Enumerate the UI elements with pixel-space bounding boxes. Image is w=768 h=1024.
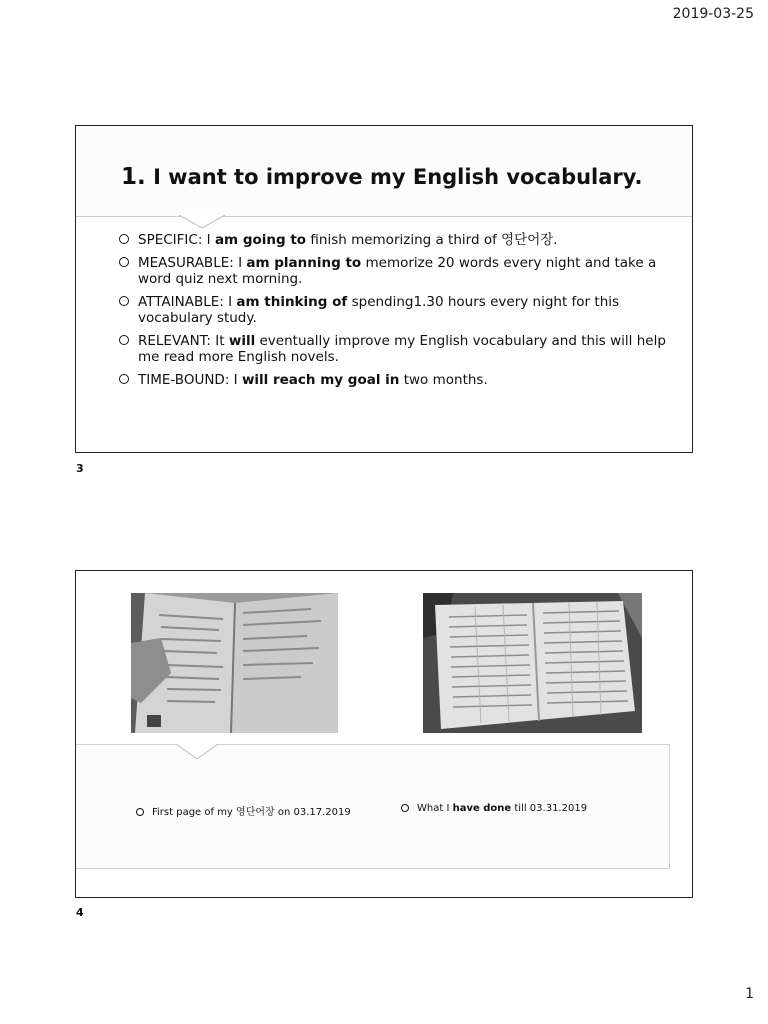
slide-3 <box>75 125 693 453</box>
title-text: I want to improve my English vocabulary. <box>153 165 643 189</box>
smart-goal-list <box>119 232 679 394</box>
title-band <box>76 126 692 217</box>
title-number: 1. <box>121 164 146 190</box>
slide-4 <box>75 570 693 898</box>
caption-notch <box>176 744 218 760</box>
bullet-attainable: ATTAINABLE: I am thinking of spending1.30 hours every night for this vocabulary study. <box>119 294 679 327</box>
circle-bullet-icon <box>136 808 144 816</box>
circle-bullet-icon <box>119 296 129 306</box>
bullet-relevant: RELEVANT: It will eventually improve my English vocabulary and this will help me read more English novels. <box>119 333 679 366</box>
slide-number-3: 3 <box>76 462 84 475</box>
page-date: 2019-03-25 <box>672 6 754 22</box>
circle-bullet-icon <box>119 335 129 345</box>
circle-bullet-icon <box>119 374 129 384</box>
page-number: 1 <box>745 986 754 1002</box>
caption-first-page: First page of my 영단어장 on 03.17.2019 <box>136 803 351 818</box>
circle-bullet-icon <box>119 234 129 244</box>
circle-bullet-icon <box>401 804 409 812</box>
circle-bullet-icon <box>119 257 129 267</box>
bullet-specific: SPECIFIC: I am going to finish memorizing a third of 영단어장. <box>119 232 679 249</box>
bullet-measurable: MEASURABLE: I am planning to memorize 20 words every night and take a word quiz next morning. <box>119 255 679 288</box>
notebook-photo <box>423 593 642 733</box>
caption-progress: What I have done till 03.31.2019 <box>401 803 587 814</box>
slide-title <box>121 164 643 190</box>
slide-number-4: 4 <box>76 906 84 919</box>
vocabulary-book-photo <box>131 593 338 733</box>
caption-panel <box>76 744 670 869</box>
bullet-time-bound: TIME-BOUND: I will reach my goal in two months. <box>119 372 679 389</box>
